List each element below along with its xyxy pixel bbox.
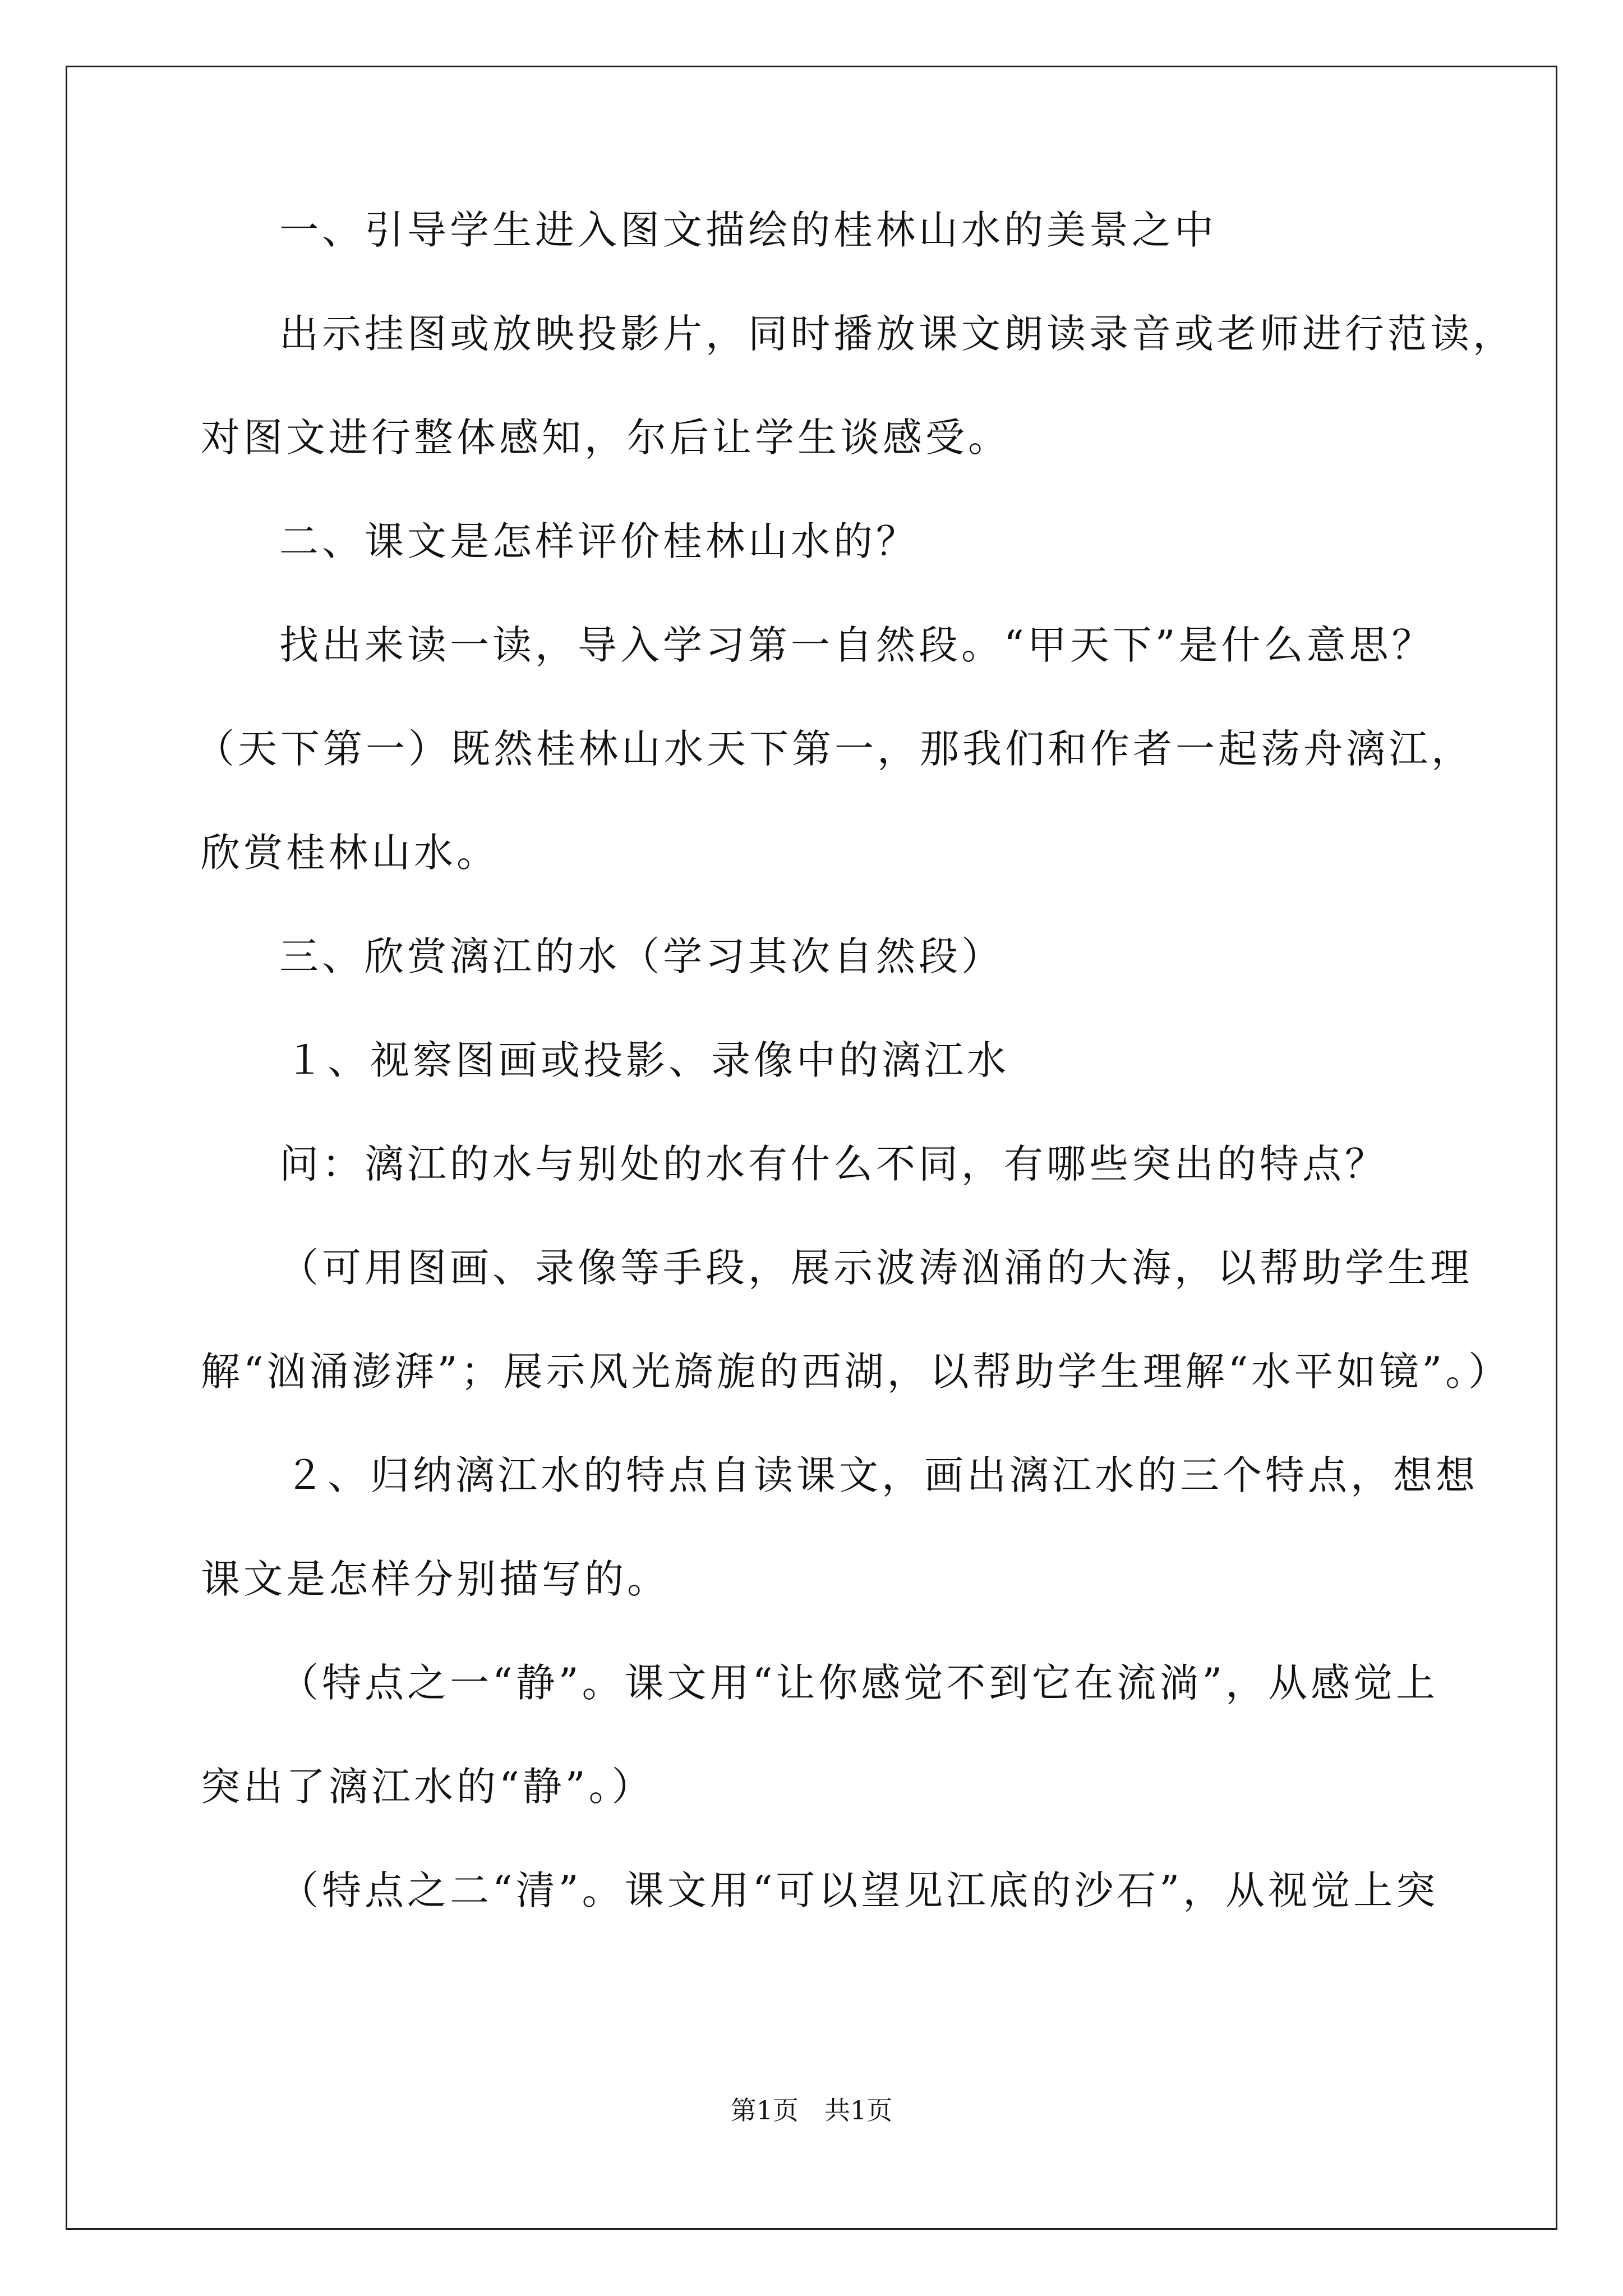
paragraph-line-6: （天下第一）既然桂林山水天下第一，那我们和作者一起荡舟漓江， bbox=[195, 726, 1474, 772]
paragraph-line-13: ２、归纳漓江水的特点自读课文，画出漓江水的三个特点，想想 bbox=[285, 1452, 1478, 1498]
paragraph-line-5: 找出来读一读，导入学习第一自然段。“甲天下”是什么意思？ bbox=[279, 622, 1435, 668]
paragraph-line-11: （可用图画、录像等手段，展示波涛汹涌的大海，以帮助学生理 bbox=[279, 1245, 1473, 1291]
paragraph-line-14: 课文是怎样分别描写的。 bbox=[201, 1556, 670, 1602]
paragraph-line-16: 突出了漓江水的“静”。） bbox=[201, 1764, 654, 1810]
page-footer: 第1页 共1页 bbox=[730, 2095, 893, 2125]
paragraph-line-12: 解“汹涌澎湃”；展示风光旖旎的西湖，以帮助学生理解“水平如镜”。） bbox=[201, 1349, 1511, 1395]
heading-line-8: 三、欣赏漓江的水（学习其次自然段） bbox=[279, 933, 1004, 979]
paragraph-line-3: 对图文进行整体感知，尔后让学生谈感受。 bbox=[201, 415, 1011, 461]
paragraph-line-10: 问：漓江的水与别处的水有什么不同，有哪些突出的特点？ bbox=[279, 1141, 1387, 1187]
paragraph-line-2: 出示挂图或放映投影片，同时播放课文朗读录音或老师进行范读， bbox=[279, 311, 1515, 357]
paragraph-line-15: （特点之一“静”。课文用“让你感觉不到它在流淌”，从感觉上 bbox=[279, 1660, 1439, 1706]
heading-line-4: 二、课文是怎样评价桂林山水的？ bbox=[279, 518, 919, 564]
paragraph-line-17: （特点之二“清”。课文用“可以望见江底的沙石”，从视觉上突 bbox=[279, 1867, 1439, 1913]
paragraph-line-7: 欣赏桂林山水。 bbox=[201, 830, 499, 876]
paragraph-line-9: １、视察图画或投影、录像中的漓江水 bbox=[285, 1037, 1009, 1083]
heading-line-1: 一、引导学生进入图文描绘的桂林山水的美景之中 bbox=[279, 207, 1217, 253]
